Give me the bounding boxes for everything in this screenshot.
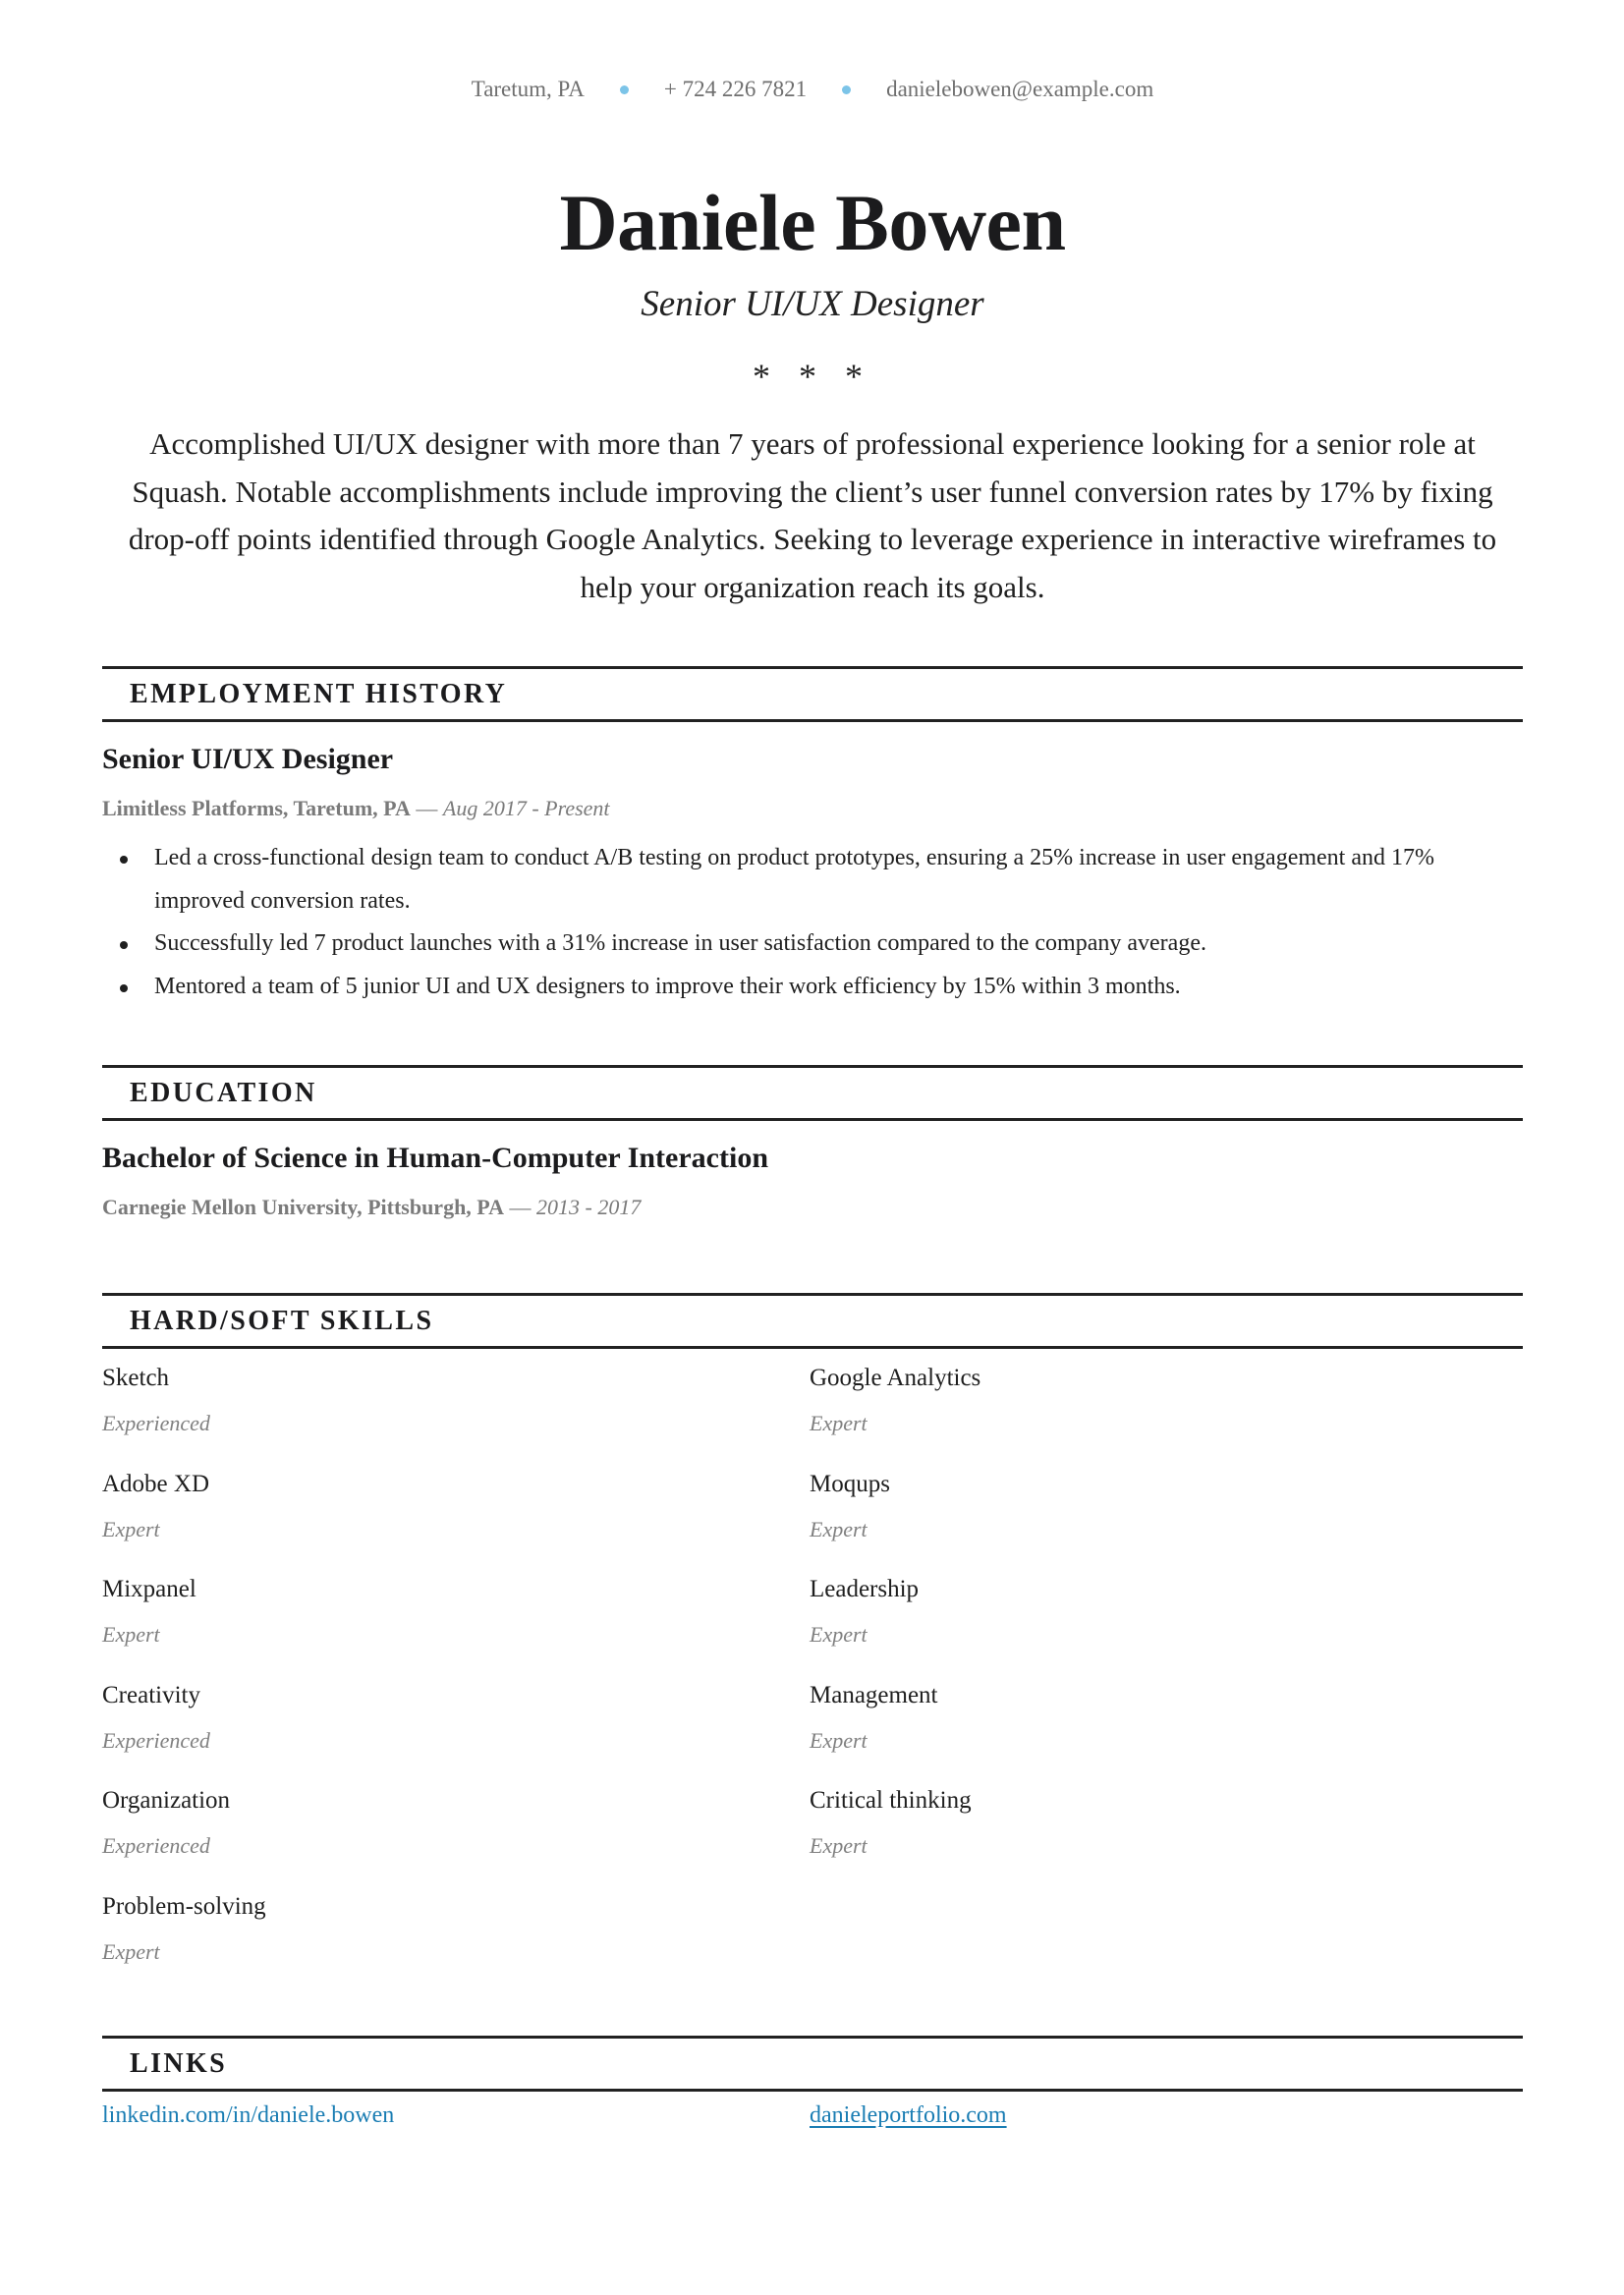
job-position-title: Senior UI/UX Designer [102,743,394,775]
skill-item [810,1575,1517,1681]
separator-dot-icon [620,85,629,94]
skill-level: Experienced [102,1833,210,1858]
skill-name: Google Analytics [810,1365,981,1391]
skill-name: Mixpanel [102,1576,196,1602]
skill-item [102,1575,810,1681]
skill-name: Management [810,1681,938,1708]
skill-item [810,1470,1517,1576]
contact-location: Taretum, PA [471,77,585,101]
skill-item [102,1364,810,1470]
skill-name: Problem-solving [102,1892,266,1920]
profile-summary: Accomplished UI/UX designer with more than 7 years of professional experience looking for a senior role at Squash. Notable accomplishments include improving the client’s user funnel conversion rates by 17% by fixing drop-off points identified through Google Analytics. Seeking to leverage experience in interactive wireframes to help your organization reach its goals. [128,426,1497,604]
list-item: Successfully led 7 product launches with a 31% increase in user satisfaction compared to the company average. [102,923,1523,966]
section-heading: LINKS [130,2048,228,2079]
candidate-name: Daniele Bowen [559,178,1066,267]
skill-item [102,1681,810,1787]
job-meta [102,796,610,821]
links-list [102,2102,1523,2129]
portfolio-link[interactable]: danieleportfolio.com [810,2102,1007,2128]
skill-level: Experienced [102,1411,210,1435]
section-header-links [102,2036,1523,2092]
list-item: Mentored a team of 5 junior UI and UX designers to improve their work efficiency by 15% within 3 months. [102,966,1523,1009]
skill-level: Expert [810,1833,868,1858]
section-heading: EMPLOYMENT HISTORY [130,679,508,709]
school-name: Carnegie Mellon University, Pittsburgh, PA [102,1195,504,1219]
section-header-employment [102,666,1523,722]
skill-name: Sketch [102,1365,170,1391]
skill-item [810,1786,1517,1892]
skill-name: Leadership [810,1576,920,1602]
skill-name: Organization [102,1787,231,1814]
job-title: Senior UI/UX Designer [641,284,984,324]
section-heading: HARD/SOFT SKILLS [130,1306,434,1336]
skill-level: Expert [102,1938,160,1964]
skill-level: Expert [102,1516,160,1541]
separator-dot-icon [842,85,851,94]
skills-grid [102,1364,1523,1997]
education-dates: 2013 - 2017 [536,1195,642,1219]
skill-name: Adobe XD [102,1470,210,1497]
contact-email: danielebowen@example.com [886,77,1154,101]
meta-separator: — [410,796,443,820]
skill-level: Experienced [102,1727,210,1753]
skill-level: Expert [102,1622,160,1647]
section-heading: EDUCATION [130,1078,317,1108]
skill-item [810,1364,1517,1470]
meta-separator: — [504,1195,536,1219]
section-header-education [102,1065,1523,1121]
list-item: Led a cross-functional design team to conduct A/B testing on product prototypes, ensuring a 25% increase in user engagement and 17% improved conversion rates. [102,837,1523,923]
contact-phone: + 724 226 7821 [663,77,808,101]
job-achievements-list [102,837,1523,1008]
skill-item [102,1786,810,1892]
skill-name: Moqups [810,1470,890,1497]
contact-bar [102,77,1523,102]
education-meta [102,1195,641,1220]
skill-level: Expert [810,1411,868,1435]
skill-level: Expert [810,1622,868,1647]
skill-level: Expert [810,1516,868,1541]
job-dates: Aug 2017 - Present [442,796,610,820]
skill-name: Critical thinking [810,1787,972,1814]
skill-item [102,1470,810,1576]
linkedin-link[interactable]: linkedin.com/in/daniele.bowen [102,2102,395,2128]
degree-title: Bachelor of Science in Human-Computer Interaction [102,1142,769,1174]
skill-level: Expert [810,1727,868,1753]
asterism-divider: * * * [753,357,872,396]
job-employer: Limitless Platforms, Taretum, PA [102,796,411,820]
skill-name: Creativity [102,1681,200,1708]
skill-item [102,1892,810,1998]
section-header-skills [102,1293,1523,1349]
skill-item [810,1681,1517,1787]
